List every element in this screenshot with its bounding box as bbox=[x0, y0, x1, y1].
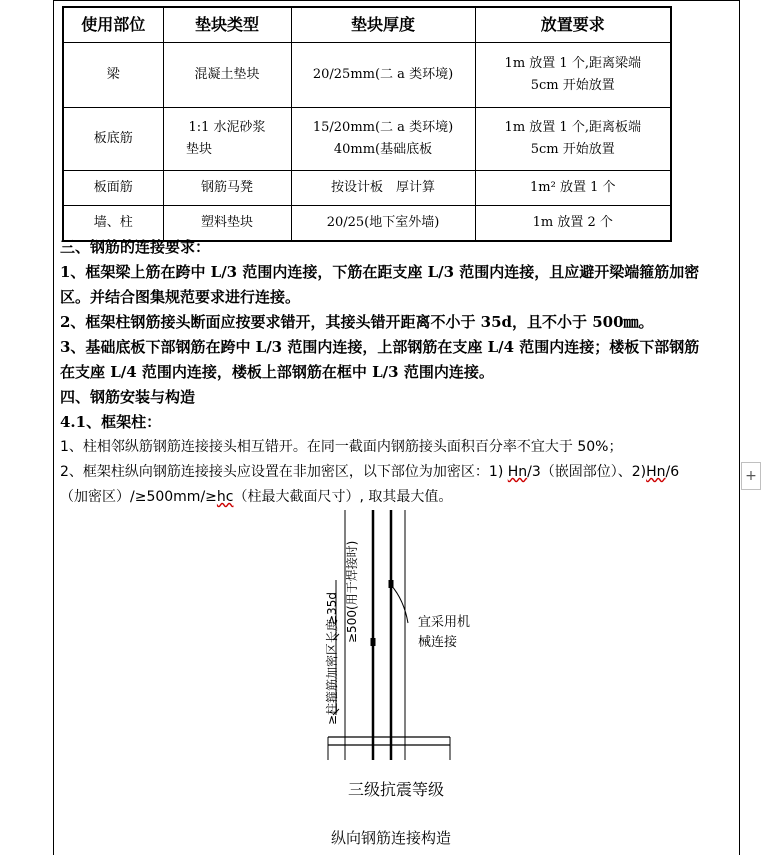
section-4-1-para-1: 1、柱相邻纵筋钢筋连接接头相互错开。在同一截面内钢筋接头面积百分率不宜大于 50%； bbox=[60, 439, 623, 455]
section-4-1-para-2a bbox=[60, 461, 679, 481]
section-4-title: 四、钢筋安装与构造 bbox=[60, 388, 196, 406]
table-header-row bbox=[63, 7, 671, 43]
section-4-1-title: 4.1、框架柱： bbox=[60, 413, 162, 431]
type-line-2: 垫块 bbox=[186, 142, 213, 157]
hn-term-2: Hn bbox=[646, 464, 666, 480]
cell-part: 板底筋 bbox=[63, 108, 163, 171]
table-row bbox=[63, 171, 671, 206]
page-border-top bbox=[53, 0, 740, 1]
cell-requirement bbox=[475, 108, 671, 171]
cell-requirement bbox=[475, 43, 671, 108]
section-3-para-1b: 区。并结合图集规范要求进行连接。 bbox=[60, 288, 301, 306]
hn-term-1: Hn bbox=[507, 464, 528, 480]
label-mechanical-1: 宜采用机 bbox=[418, 615, 471, 630]
para-2a-part-2: /3（嵌固部位）、2) bbox=[527, 464, 647, 480]
section-4-1-para-2b bbox=[60, 486, 452, 506]
cell-type: 钢筋马凳 bbox=[163, 171, 291, 206]
splice-marker-lower bbox=[371, 638, 376, 646]
header-thickness: 垫块厚度 bbox=[291, 7, 475, 43]
label-500: ≥500(用于焊接时) bbox=[345, 540, 359, 643]
label-seismic-grade: 三级抗震等级 bbox=[348, 780, 445, 799]
cell-requirement: 1m² 放置 1 个 bbox=[475, 171, 671, 206]
section-3-para-3a: 3、基础底板下部钢筋在跨中 L/3 范围内连接，上部钢筋在支座 L/4 范围内连接；楼板下部钢筋 bbox=[60, 338, 700, 356]
label-35d: ≥35d bbox=[325, 592, 339, 625]
thickness-line-1: 15/20mm(二 a 类环境) bbox=[312, 120, 454, 135]
section-3-para-2: 2、框架柱钢筋接头断面应按要求错开，其接头错开距离不小于 35d，且不小于 500㎜。 bbox=[60, 313, 654, 331]
req-line-2: 5cm 开始放置 bbox=[530, 78, 615, 93]
hc-term: hc bbox=[216, 489, 234, 505]
cell-requirement: 1m 放置 2 个 bbox=[475, 206, 671, 242]
splice-marker-upper bbox=[389, 580, 394, 588]
label-zone-length: ≥柱箍筋加密区长度 bbox=[325, 618, 339, 725]
cell-thickness: 按设计板 厚计算 bbox=[291, 171, 475, 206]
table-row bbox=[63, 43, 671, 108]
para-2a-part-3: /6 bbox=[665, 464, 680, 480]
cell-part: 墙、柱 bbox=[63, 206, 163, 242]
pad-block-table bbox=[62, 6, 672, 242]
cell-part: 板面筋 bbox=[63, 171, 163, 206]
cell-type bbox=[163, 108, 291, 171]
add-row-button[interactable]: + bbox=[741, 462, 761, 490]
para-2a-part-1: 2、框架柱纵向钢筋连接接头应设置在非加密区，以下部位为加密区：1) bbox=[60, 464, 508, 480]
cell-thickness bbox=[291, 108, 475, 171]
table-row bbox=[63, 108, 671, 171]
header-requirement: 放置要求 bbox=[475, 7, 671, 43]
header-type: 垫块类型 bbox=[163, 7, 291, 43]
diagram-caption: 纵向钢筋连接构造 bbox=[331, 829, 452, 847]
section-3-para-1a: 1、框架梁上筋在跨中 L/3 范围内连接，下筋在距支座 L/3 范围内连接，且应避开梁端箍筋加密 bbox=[60, 263, 700, 281]
label-mechanical-2: 械连接 bbox=[418, 635, 458, 650]
req-line-1: 1m 放置 1 个,距离板端 bbox=[504, 120, 641, 135]
req-line-1: 1m 放置 1 个,距离梁端 bbox=[504, 56, 641, 71]
section-3-para-3b: 在支座 L/4 范围内连接，楼板上部钢筋在框中 L/3 范围内连接。 bbox=[60, 363, 494, 381]
cell-part: 梁 bbox=[63, 43, 163, 108]
cell-type: 混凝土垫块 bbox=[163, 43, 291, 108]
type-line-1: 1:1 水泥砂浆 bbox=[188, 120, 266, 135]
thickness-line-2: 40mm(基础底板 bbox=[333, 142, 433, 157]
cell-thickness: 20/25mm(二 a 类环境) bbox=[291, 43, 475, 108]
para-2b-part-2: （柱最大截面尺寸）, 取其最大值。 bbox=[233, 489, 453, 505]
cell-thickness: 20/25(地下室外墙) bbox=[291, 206, 475, 242]
req-line-2: 5cm 开始放置 bbox=[530, 142, 615, 157]
column-rebar-diagram bbox=[300, 505, 500, 805]
header-part: 使用部位 bbox=[63, 7, 163, 43]
para-2b-part-1: （加密区）/≥500mm/≥ bbox=[60, 489, 217, 505]
cell-type: 塑料垫块 bbox=[163, 206, 291, 242]
page-border-right bbox=[739, 0, 740, 855]
section-3-title: 三、钢筋的连接要求： bbox=[60, 238, 211, 256]
page-border-left bbox=[53, 0, 54, 855]
